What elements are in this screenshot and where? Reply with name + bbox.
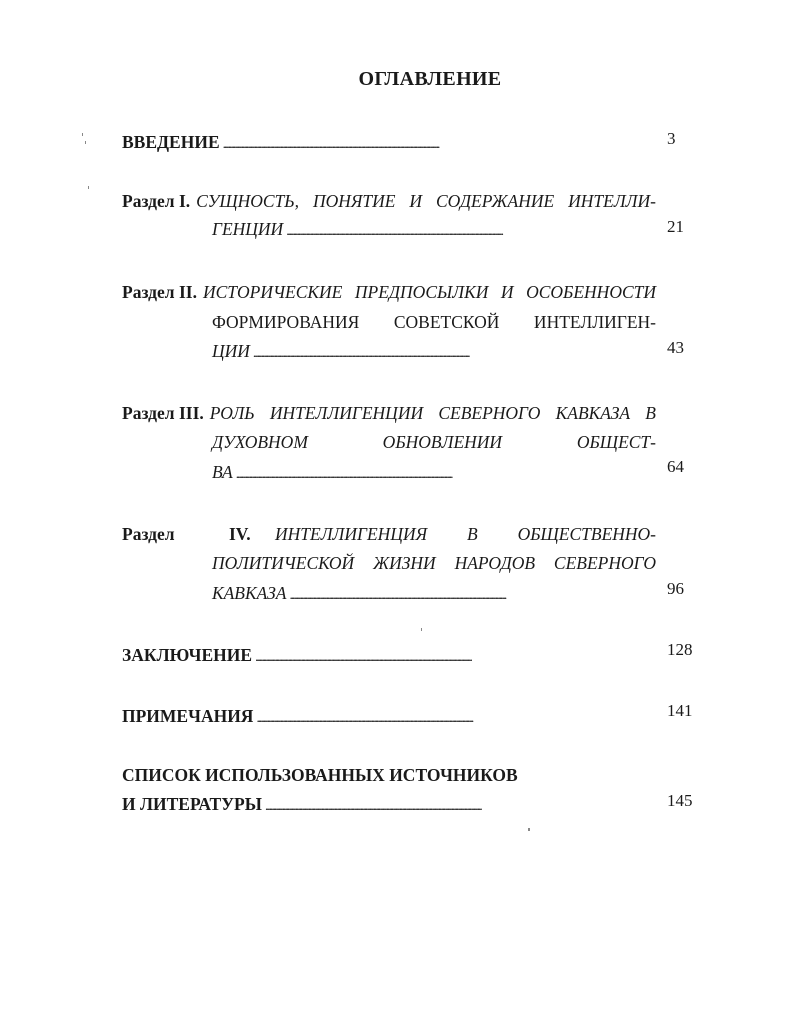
page-title: ОГЛАВЛЕНИЕ <box>358 68 502 90</box>
leader-dots <box>256 705 656 729</box>
leader-dots <box>236 461 656 485</box>
toc-entry-section-4-cont <box>212 582 656 606</box>
section-title-line-1: ИНТЕЛЛИГЕНЦИЯ В ОБЩЕСТВЕННО- <box>275 524 656 544</box>
scan-speck <box>85 141 86 144</box>
leader-dots <box>265 793 656 817</box>
leader-dots <box>253 340 656 364</box>
scan-speck <box>82 133 83 136</box>
page-number: 128 <box>667 640 693 659</box>
section-title-line-3: КАВКАЗА <box>212 583 287 603</box>
section-prefix: Раздел III. <box>122 403 204 423</box>
section-title-line-2: ПОЛИТИЧЕСКОЙ ЖИЗНИ НАРОДОВ СЕВЕРНОГО <box>212 553 656 573</box>
section-title-line-2: ДУХОВНОМ ОБНОВЛЕНИИ ОБЩЕСТ- <box>212 432 656 452</box>
section-number: IV. <box>229 524 251 544</box>
scan-speck <box>528 828 530 831</box>
toc-entry-section-1-cont <box>212 218 656 242</box>
section-prefix: Раздел I. <box>122 191 191 211</box>
scan-speck <box>421 628 422 631</box>
toc-entry-sources-cont <box>122 793 656 817</box>
toc-entry-notes <box>122 705 656 729</box>
page-number: 96 <box>667 579 684 598</box>
scan-speck <box>88 186 89 189</box>
toc-label: ПРИМЕЧАНИЯ <box>122 706 254 726</box>
section-title-line-3: ЦИИ <box>212 341 250 361</box>
page-number: 43 <box>667 338 684 357</box>
leader-dots <box>289 582 656 606</box>
toc-entry-section-2 <box>122 281 656 303</box>
toc-entry-section-3-cont <box>212 461 656 485</box>
section-title-line-2: ГЕНЦИИ <box>212 219 284 239</box>
toc-label: ВВЕДЕНИЕ <box>122 132 220 152</box>
toc-entry-sources: СПИСОК ИСПОЛЬЗОВАННЫХ ИСТОЧНИКОВ <box>122 765 518 785</box>
section-title-line-2: ФОРМИРОВАНИЯ СОВЕТСКОЙ ИНТЕЛЛИГЕН- <box>212 312 656 332</box>
leader-dots <box>255 644 656 668</box>
toc-entry-intro <box>122 131 656 155</box>
toc-label: ЗАКЛЮЧЕНИЕ <box>122 645 253 665</box>
section-title-line-1: ИСТОРИЧЕСКИЕ ПРЕДПОСЫЛКИ И ОСОБЕННОСТИ <box>202 282 656 302</box>
page-number: 3 <box>667 129 676 148</box>
section-title-line-3: ВА <box>212 462 233 482</box>
page-number: 141 <box>667 701 693 720</box>
toc-entry-section-1 <box>122 190 656 212</box>
page-number: 64 <box>667 457 684 476</box>
section-title-line-1: РОЛЬ ИНТЕЛЛИГЕНЦИИ СЕВЕРНОГО КАВКАЗА В <box>209 403 656 423</box>
section-title-line-1: СУЩНОСТЬ, ПОНЯТИЕ И СОДЕРЖАНИЕ ИНТЕЛЛИ- <box>196 191 656 211</box>
section-prefix: Раздел <box>122 524 175 544</box>
toc-entry-conclusion <box>122 644 656 668</box>
page-number: 21 <box>667 217 684 236</box>
toc-entry-section-3 <box>122 402 656 424</box>
section-prefix: Раздел II. <box>122 282 197 302</box>
leader-dots <box>223 131 656 155</box>
toc-entry-section-2-cont <box>212 340 656 364</box>
toc-label: И ЛИТЕРАТУРЫ <box>122 794 262 814</box>
leader-dots <box>286 218 656 242</box>
page-number: 145 <box>667 791 693 810</box>
